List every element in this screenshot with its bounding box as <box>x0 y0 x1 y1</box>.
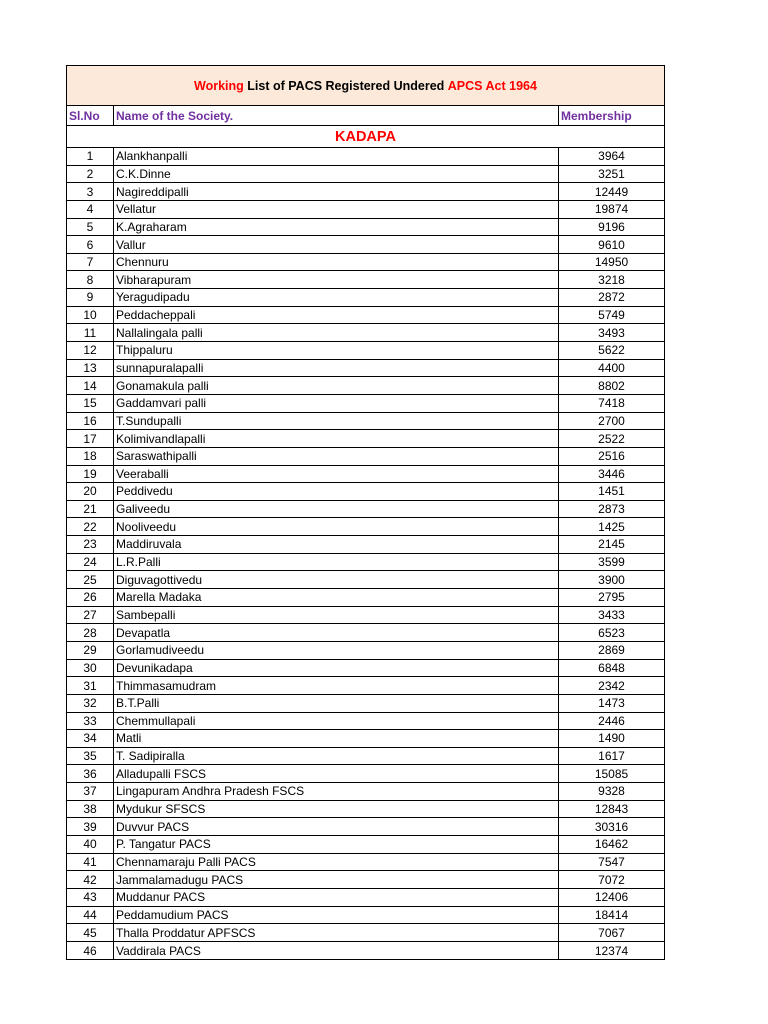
table-row <box>67 501 664 519</box>
cell-membership: 6848 <box>598 660 625 675</box>
cell-membership: 2869 <box>598 643 625 658</box>
cell-membership: 3433 <box>598 607 625 622</box>
cell-society-name: Thimmasamudram <box>114 677 559 694</box>
cell-membership: 9196 <box>598 219 625 234</box>
cell-membership: 1617 <box>598 749 625 764</box>
cell-slno: 41 <box>67 854 114 871</box>
cell-membership: 2873 <box>598 502 625 517</box>
table-row <box>67 166 664 184</box>
table-row <box>67 642 664 660</box>
cell-slno: 36 <box>67 765 114 782</box>
table-row <box>67 307 664 325</box>
cell-society-name: Lingapuram Andhra Pradesh FSCS <box>114 783 559 800</box>
cell-membership: 3599 <box>598 555 625 570</box>
table-row <box>67 765 664 783</box>
table-row <box>67 554 664 572</box>
header-membership: Membership <box>561 108 632 123</box>
cell-society-name: Maddiruvala <box>114 536 559 553</box>
cell-slno: 23 <box>67 536 114 553</box>
cell-membership: 8802 <box>598 378 625 393</box>
cell-membership: 1451 <box>598 484 625 499</box>
cell-membership: 14950 <box>594 255 629 270</box>
table-row <box>67 589 664 607</box>
table-row <box>67 201 664 219</box>
table-row <box>67 889 664 907</box>
cell-membership: 1490 <box>598 731 625 746</box>
table-row <box>67 466 664 484</box>
table-row <box>67 942 664 960</box>
cell-slno: 15 <box>67 395 114 412</box>
cell-society-name: Diguvagottivedu <box>114 571 559 588</box>
cell-slno: 5 <box>67 219 114 236</box>
cell-membership: 2342 <box>598 678 625 693</box>
cell-society-name: Devunikadapa <box>114 660 559 677</box>
cell-slno: 29 <box>67 642 114 659</box>
cell-slno: 21 <box>67 501 114 518</box>
cell-slno: 19 <box>67 466 114 483</box>
cell-membership: 12406 <box>594 890 629 905</box>
cell-society-name: Peddivedu <box>114 483 559 500</box>
cell-slno: 39 <box>67 818 114 835</box>
cell-membership: 3446 <box>598 466 625 481</box>
cell-membership: 2795 <box>598 590 625 605</box>
cell-slno: 32 <box>67 695 114 712</box>
table-row <box>67 748 664 766</box>
cell-slno: 4 <box>67 201 114 218</box>
cell-membership: 12843 <box>594 802 629 817</box>
cell-slno: 13 <box>67 360 114 377</box>
cell-slno: 12 <box>67 342 114 359</box>
cell-slno: 34 <box>67 730 114 747</box>
column-header-row <box>67 106 664 126</box>
cell-slno: 33 <box>67 713 114 730</box>
cell-slno: 30 <box>67 660 114 677</box>
table-title <box>67 66 664 106</box>
cell-slno: 43 <box>67 889 114 906</box>
cell-society-name: Mydukur SFSCS <box>114 801 559 818</box>
cell-membership: 18414 <box>594 907 629 922</box>
cell-society-name: Vellatur <box>114 201 559 218</box>
cell-society-name: Nooliveedu <box>114 518 559 535</box>
table-row <box>67 801 664 819</box>
table-row <box>67 854 664 872</box>
cell-society-name: Devapatla <box>114 624 559 641</box>
title-middle: List of PACS Registered Undered <box>243 78 448 93</box>
cell-slno: 25 <box>67 571 114 588</box>
cell-membership: 2522 <box>598 431 625 446</box>
table-row <box>67 624 664 642</box>
cell-slno: 11 <box>67 324 114 341</box>
table-body <box>67 148 664 959</box>
cell-society-name: Peddacheppali <box>114 307 559 324</box>
cell-membership: 3964 <box>598 149 625 164</box>
cell-slno: 40 <box>67 836 114 853</box>
cell-society-name: Gorlamudiveedu <box>114 642 559 659</box>
cell-society-name: T. Sadipiralla <box>114 748 559 765</box>
cell-society-name: Chemmullapali <box>114 713 559 730</box>
cell-membership: 7067 <box>598 925 625 940</box>
cell-membership: 19874 <box>594 202 629 217</box>
table-row <box>67 730 664 748</box>
cell-membership: 2516 <box>598 449 625 464</box>
cell-membership: 2700 <box>598 413 625 428</box>
cell-membership: 1425 <box>598 519 625 534</box>
cell-slno: 8 <box>67 271 114 288</box>
cell-slno: 37 <box>67 783 114 800</box>
cell-membership: 3900 <box>598 572 625 587</box>
cell-society-name: T.Sundupalli <box>114 413 559 430</box>
table-row <box>67 377 664 395</box>
cell-society-name: Duvvur PACS <box>114 818 559 835</box>
table-row <box>67 395 664 413</box>
cell-membership: 15085 <box>594 766 629 781</box>
table-row <box>67 713 664 731</box>
pacs-table <box>66 65 665 960</box>
table-row <box>67 219 664 237</box>
cell-membership: 3251 <box>598 166 625 181</box>
table-row <box>67 660 664 678</box>
cell-society-name: Chennuru <box>114 254 559 271</box>
table-row <box>67 271 664 289</box>
cell-society-name: Thalla Proddatur APFSCS <box>114 924 559 941</box>
cell-membership: 5749 <box>598 308 625 323</box>
cell-slno: 45 <box>67 924 114 941</box>
table-row <box>67 924 664 942</box>
cell-slno: 20 <box>67 483 114 500</box>
cell-membership: 7418 <box>598 396 625 411</box>
cell-society-name: Kolimivandlapalli <box>114 430 559 447</box>
cell-society-name: Gaddamvari palli <box>114 395 559 412</box>
table-row <box>67 607 664 625</box>
table-row <box>67 183 664 201</box>
cell-society-name: Chennamaraju Palli PACS <box>114 854 559 871</box>
cell-slno: 35 <box>67 748 114 765</box>
cell-society-name: Yeragudipadu <box>114 289 559 306</box>
cell-society-name: Marella Madaka <box>114 589 559 606</box>
cell-society-name: Matli <box>114 730 559 747</box>
cell-society-name: Jammalamadugu PACS <box>114 871 559 888</box>
cell-society-name: Alankhanpalli <box>114 148 559 165</box>
cell-society-name: Thippaluru <box>114 342 559 359</box>
cell-society-name: B.T.Palli <box>114 695 559 712</box>
table-row <box>67 836 664 854</box>
cell-society-name: Sambepalli <box>114 607 559 624</box>
cell-slno: 31 <box>67 677 114 694</box>
table-row <box>67 483 664 501</box>
cell-society-name: C.K.Dinne <box>114 166 559 183</box>
cell-society-name: Veeraballi <box>114 466 559 483</box>
cell-society-name: Vaddirala PACS <box>114 942 559 960</box>
cell-society-name: P. Tangatur PACS <box>114 836 559 853</box>
cell-slno: 22 <box>67 518 114 535</box>
cell-slno: 24 <box>67 554 114 571</box>
table-row <box>67 677 664 695</box>
cell-slno: 14 <box>67 377 114 394</box>
cell-slno: 27 <box>67 607 114 624</box>
table-row <box>67 871 664 889</box>
cell-society-name: Nagireddipalli <box>114 183 559 200</box>
cell-slno: 7 <box>67 254 114 271</box>
header-slno: Sl.No <box>67 106 114 125</box>
cell-slno: 28 <box>67 624 114 641</box>
cell-slno: 42 <box>67 871 114 888</box>
cell-slno: 3 <box>67 183 114 200</box>
cell-membership: 7072 <box>598 872 625 887</box>
cell-society-name: Gonamakula palli <box>114 377 559 394</box>
cell-society-name: sunnapuralapalli <box>114 360 559 377</box>
table-row <box>67 360 664 378</box>
table-row <box>67 536 664 554</box>
header-name: Name of the Society. <box>114 106 559 125</box>
cell-society-name: Vallur <box>114 236 559 253</box>
table-row <box>67 907 664 925</box>
cell-society-name: K.Agraharam <box>114 219 559 236</box>
cell-membership: 2446 <box>598 713 625 728</box>
cell-society-name: Saraswathipalli <box>114 448 559 465</box>
table-row <box>67 430 664 448</box>
cell-membership: 3493 <box>598 325 625 340</box>
cell-membership: 30316 <box>594 819 629 834</box>
cell-membership: 12449 <box>594 184 629 199</box>
table-row <box>67 254 664 272</box>
table-row <box>67 148 664 166</box>
cell-society-name: Galiveedu <box>114 501 559 518</box>
cell-slno: 16 <box>67 413 114 430</box>
title-working: Working <box>194 78 244 93</box>
cell-membership: 12374 <box>594 943 629 958</box>
cell-membership: 2145 <box>598 537 625 552</box>
cell-membership: 5622 <box>598 343 625 358</box>
cell-slno: 2 <box>67 166 114 183</box>
cell-slno: 17 <box>67 430 114 447</box>
cell-society-name: L.R.Palli <box>114 554 559 571</box>
cell-society-name: Alladupalli FSCS <box>114 765 559 782</box>
title-act: APCS Act 1964 <box>447 78 537 93</box>
table-row <box>67 518 664 536</box>
table-row <box>67 571 664 589</box>
cell-slno: 6 <box>67 236 114 253</box>
cell-membership: 7547 <box>598 854 625 869</box>
cell-membership: 6523 <box>598 625 625 640</box>
cell-membership: 2872 <box>598 290 625 305</box>
table-row <box>67 695 664 713</box>
table-row <box>67 413 664 431</box>
cell-membership: 16462 <box>594 837 629 852</box>
cell-membership: 9328 <box>598 784 625 799</box>
cell-slno: 26 <box>67 589 114 606</box>
table-row <box>67 324 664 342</box>
table-row <box>67 818 664 836</box>
table-row <box>67 289 664 307</box>
cell-slno: 10 <box>67 307 114 324</box>
cell-membership: 4400 <box>598 361 625 375</box>
cell-membership: 1473 <box>598 696 625 711</box>
cell-slno: 9 <box>67 289 114 306</box>
cell-membership: 3218 <box>598 272 625 287</box>
cell-society-name: Vibharapuram <box>114 271 559 288</box>
cell-slno: 38 <box>67 801 114 818</box>
cell-slno: 18 <box>67 448 114 465</box>
table-row <box>67 783 664 801</box>
cell-slno: 1 <box>67 148 114 165</box>
table-row <box>67 448 664 466</box>
cell-membership: 9610 <box>598 237 625 252</box>
cell-society-name: Peddamudium PACS <box>114 907 559 924</box>
district-heading: KADAPA <box>67 126 664 148</box>
cell-slno: 46 <box>67 942 114 960</box>
cell-society-name: Nallalingala palli <box>114 324 559 341</box>
cell-slno: 44 <box>67 907 114 924</box>
table-row <box>67 342 664 360</box>
table-row <box>67 236 664 254</box>
cell-society-name: Muddanur PACS <box>114 889 559 906</box>
